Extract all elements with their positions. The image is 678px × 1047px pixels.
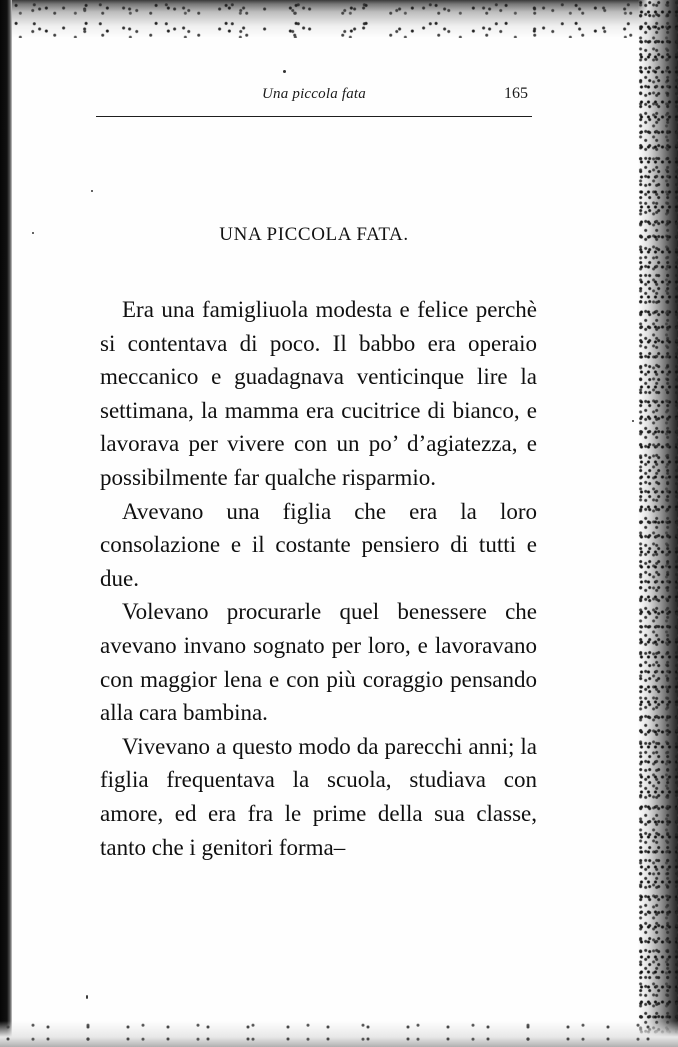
body-text xyxy=(100,293,537,864)
paragraph: Volevano procurarle quel benessere che avevano invano sognato per loro, e lavoravano con maggior lena e con più coraggio pensando alla cara bambina. xyxy=(100,599,537,726)
running-head xyxy=(96,84,532,108)
scan-speck xyxy=(632,420,634,422)
scan-bottom-edge xyxy=(0,1021,678,1047)
scan-left-edge xyxy=(0,0,12,1047)
scan-speck xyxy=(32,232,34,234)
chapter-title: UNA PICCOLA FATA. xyxy=(219,224,409,245)
paragraph: Vivevano a questo modo da parecchi anni; la figlia frequentava la scuola, studiava con amore, ed era fra le prime della sua classe, tanto che i genitori forma– xyxy=(100,733,537,860)
page-number: 165 xyxy=(504,85,528,102)
scan-top-edge xyxy=(0,0,678,38)
scan-speck xyxy=(283,70,286,73)
scan-speck xyxy=(91,190,93,192)
scan-right-edge xyxy=(638,0,678,1047)
paragraph: Era una famigliuola modesta e felice perchè si contentava di poco. Il babbo era operaio meccanico e guadagnava venticinque lire la settimana, la mamma era cucitrice di bianco, e lavorava per vivere con un po’ d’agiatezza, e possibilmente far qualche risparmio. xyxy=(100,297,537,490)
header-rule xyxy=(96,116,532,117)
scan-speck xyxy=(86,995,88,999)
paragraph: Avevano una figlia che era la loro consolazione e il costante pensiero di tutti e due. xyxy=(100,498,537,591)
running-title: Una piccola fata xyxy=(261,86,367,102)
